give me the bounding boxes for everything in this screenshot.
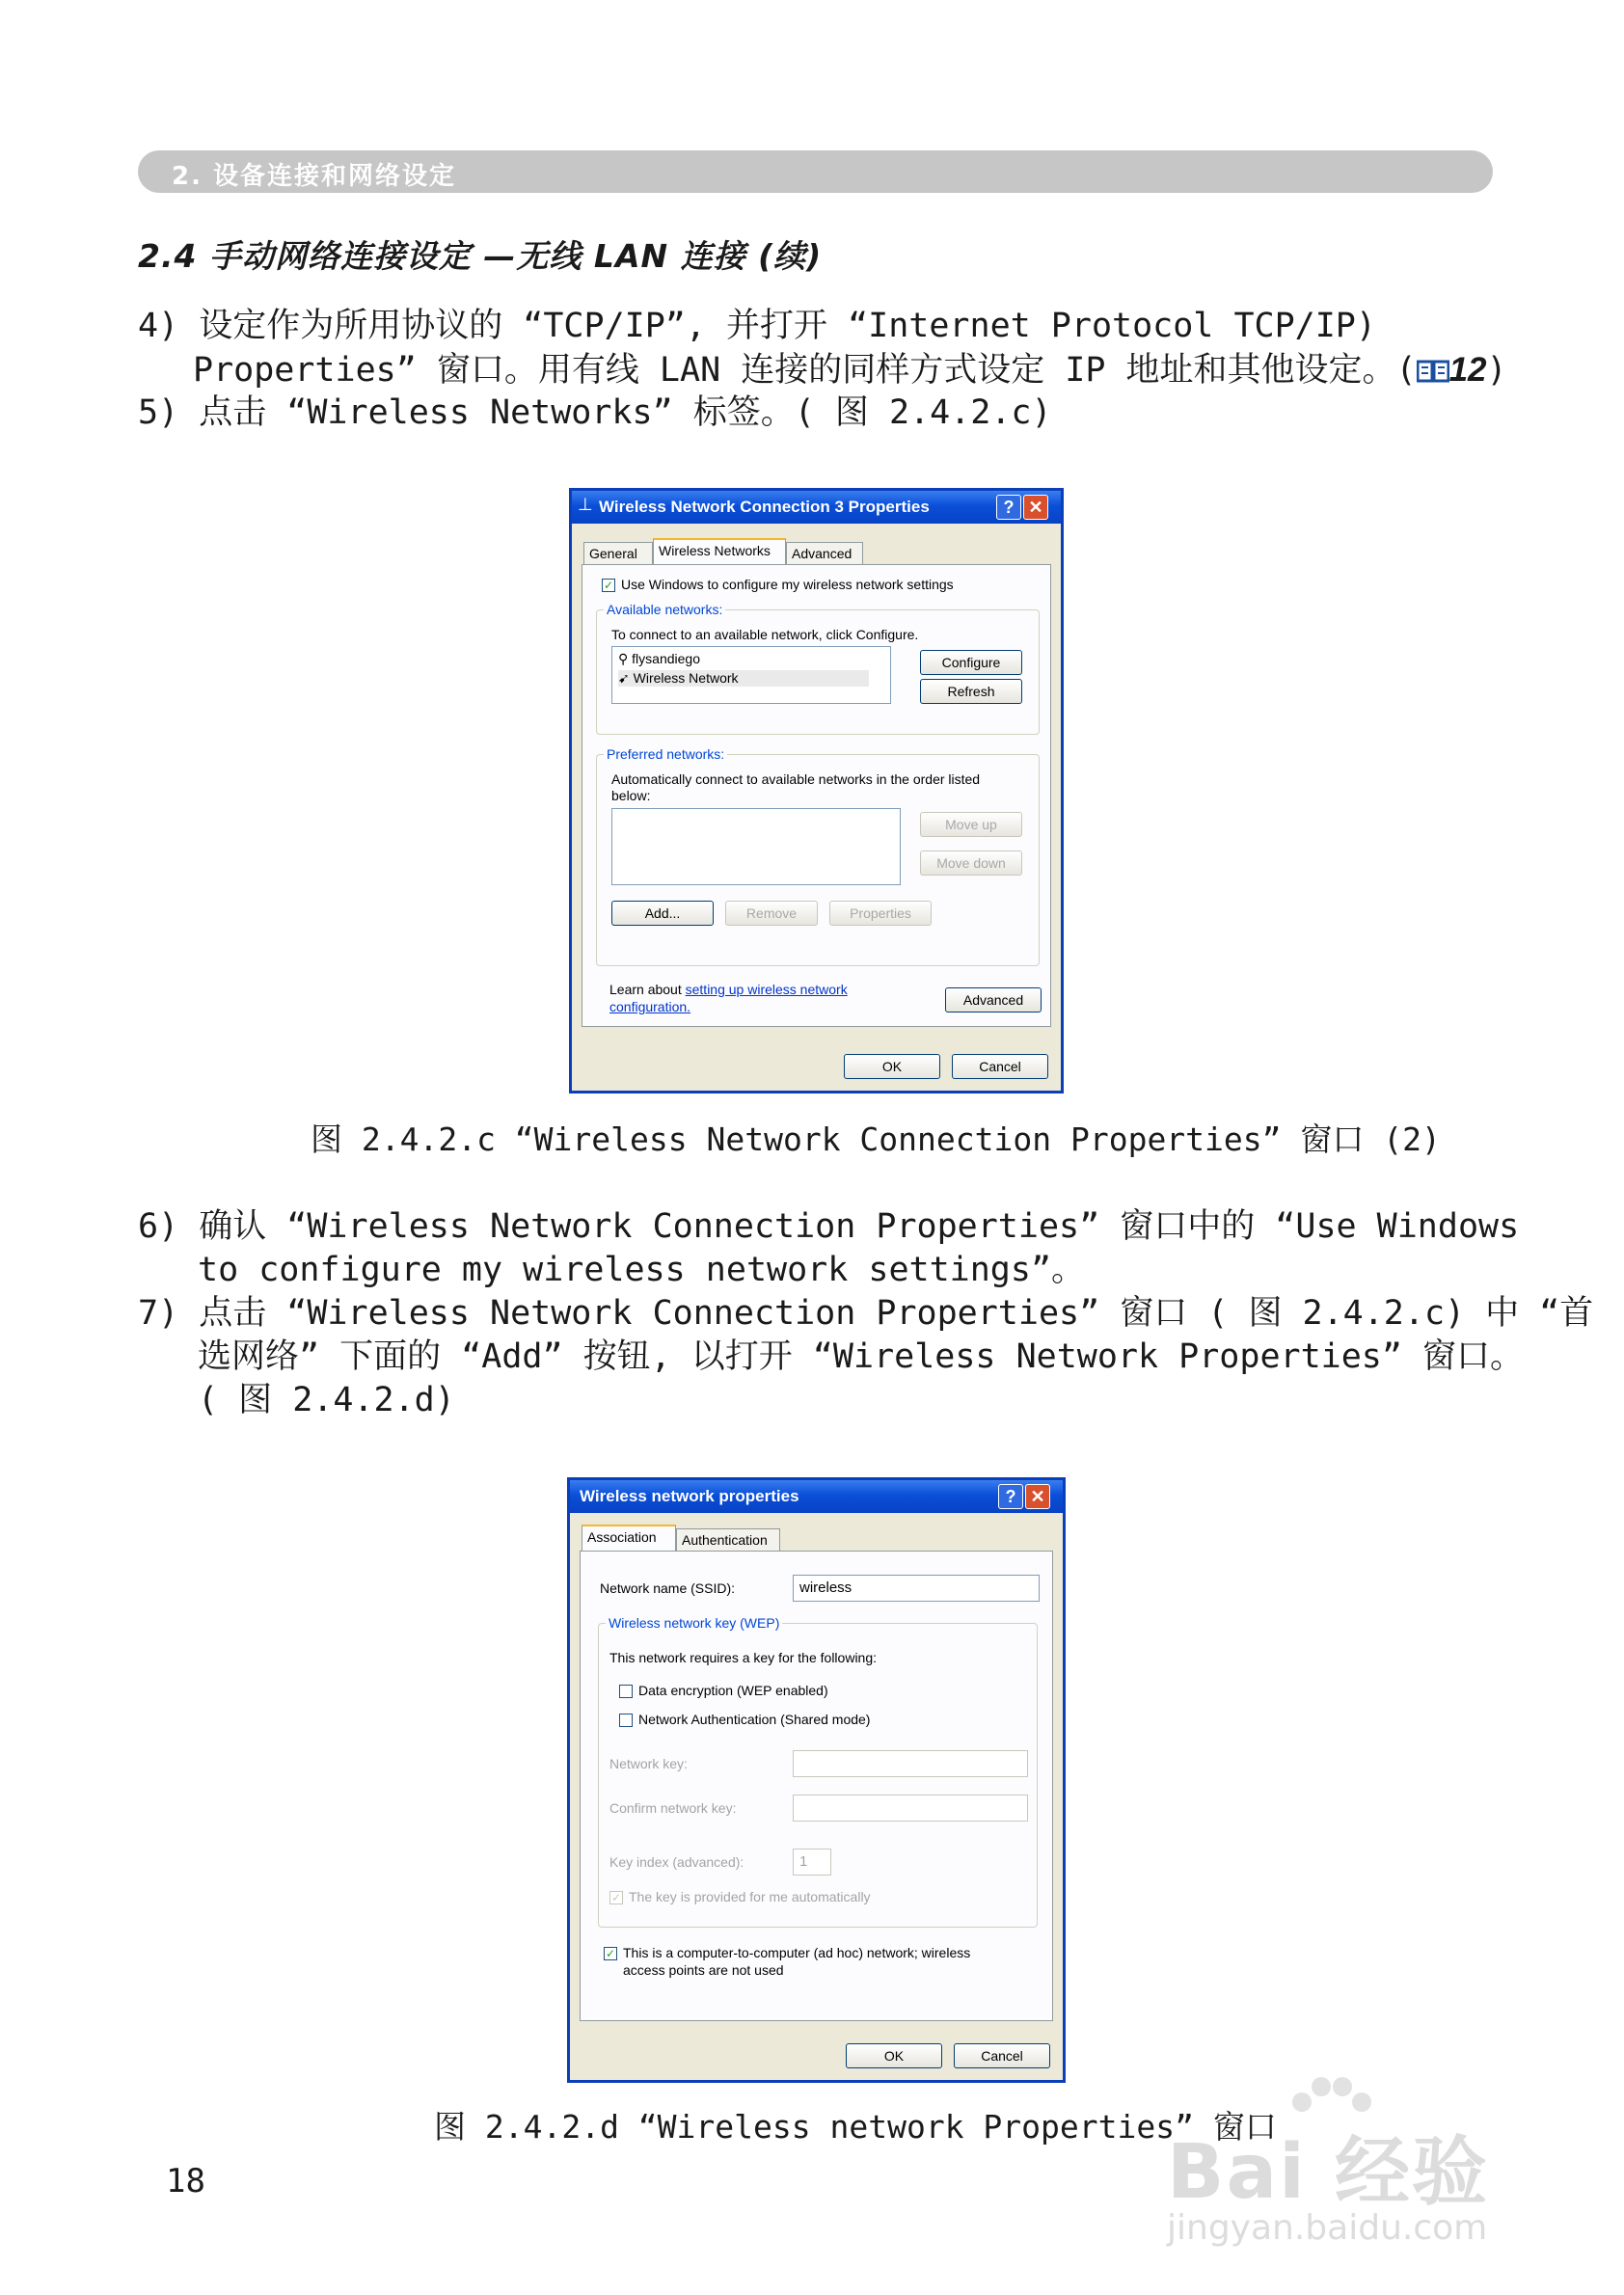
move-down-button[interactable]: Move down bbox=[920, 850, 1022, 876]
ssid-input[interactable]: wireless bbox=[793, 1575, 1040, 1602]
list-item[interactable]: ➹ Wireless Network bbox=[618, 670, 869, 687]
figure-c-caption: 图 2.4.2.c “Wireless Network Connection Properties” 窗口 (2) bbox=[311, 1120, 1441, 1158]
preferred-networks-list[interactable] bbox=[611, 808, 901, 885]
window-title: Wireless Network Connection 3 Properties bbox=[599, 498, 930, 516]
help-button[interactable]: ? bbox=[996, 495, 1021, 520]
wireless-icon: ➹ bbox=[618, 670, 630, 686]
available-networks-label: Available networks: bbox=[604, 602, 725, 617]
remove-button[interactable]: Remove bbox=[725, 901, 818, 926]
step-6-line-2: to configure my wireless network settings”。 bbox=[198, 1251, 1086, 1289]
tab-advanced[interactable]: Advanced bbox=[786, 542, 863, 565]
key-auto-label: The key is provided for me automatically bbox=[629, 1889, 871, 1904]
network-auth-label: Network Authentication (Shared mode) bbox=[638, 1712, 871, 1727]
move-up-button[interactable]: Move up bbox=[920, 812, 1022, 837]
use-windows-label: Use Windows to configure my wireless network settings bbox=[621, 577, 954, 592]
tab-panel bbox=[580, 1551, 1053, 2021]
tab-authentication[interactable]: Authentication bbox=[676, 1528, 780, 1552]
step-4-text: Properties” 窗口。用有线 LAN 连接的同样方式设定 IP 地址和其他设定。( bbox=[193, 351, 1417, 390]
baidu-watermark bbox=[1148, 2073, 1553, 2266]
tab-association[interactable]: Association bbox=[582, 1525, 676, 1552]
properties-button[interactable]: Properties bbox=[829, 901, 932, 926]
preferred-desc-2: below: bbox=[611, 788, 651, 803]
close-button[interactable]: ✕ bbox=[1023, 495, 1048, 520]
list-item[interactable]: ⚲ flysandiego bbox=[618, 651, 700, 666]
key-auto-checkbox[interactable]: ✓ bbox=[610, 1891, 622, 1904]
tab-wireless-networks[interactable]: Wireless Networks bbox=[653, 538, 786, 565]
confirm-key-input[interactable] bbox=[793, 1795, 1028, 1822]
step-4-line-1: 4) 设定作为所用协议的 “TCP/IP”, 并打开 “Internet Protocol TCP/IP) bbox=[138, 307, 1376, 345]
network-auth-checkbox[interactable] bbox=[619, 1714, 633, 1727]
learn-link-2[interactable]: configuration. bbox=[609, 999, 691, 1014]
step-7-line-2: 选网络” 下面的 “Add” 按钮, 以打开 “Wireless Network Properties” 窗口。 bbox=[198, 1337, 1525, 1376]
adhoc-checkbox[interactable]: ✓ bbox=[605, 1947, 616, 1960]
step-4-line-2 bbox=[193, 348, 1507, 392]
learn-link[interactable]: setting up wireless network bbox=[685, 982, 848, 997]
data-encryption-label: Data encryption (WEP enabled) bbox=[638, 1683, 828, 1698]
available-networks-list[interactable] bbox=[611, 646, 891, 704]
confirm-key-label: Confirm network key: bbox=[609, 1800, 737, 1816]
wep-label: Wireless network key (WEP) bbox=[606, 1615, 782, 1631]
step-7-line-1: 7) 点击 “Wireless Network Connection Properties” 窗口 ( 图 2.4.2.c) 中 “首 bbox=[138, 1294, 1594, 1333]
network-key-input[interactable] bbox=[793, 1750, 1028, 1777]
preferred-networks-label: Preferred networks: bbox=[604, 746, 727, 762]
preferred-desc-1: Automatically connect to available networks in the order listed bbox=[611, 771, 981, 787]
wireless-network-properties-window bbox=[567, 1477, 1066, 2083]
section-title: 2.4 手动网络连接设定 —无线 LAN 连接 (续) bbox=[138, 237, 823, 275]
step-5: 5) 点击 “Wireless Networks” 标签。( 图 2.4.2.c) bbox=[138, 393, 1052, 432]
learn-about: Learn about setting up wireless network bbox=[609, 982, 848, 997]
network-icon: ⊥ bbox=[578, 495, 593, 514]
chapter-title: 2. 设备连接和网络设定 bbox=[172, 162, 457, 191]
available-networks-desc: To connect to an available network, click Configure. bbox=[611, 627, 919, 642]
figure-d-caption: 图 2.4.2.d “Wireless network Properties” 窗口 bbox=[434, 2108, 1277, 2146]
tab-general[interactable]: General bbox=[583, 542, 653, 565]
help-button[interactable]: ? bbox=[998, 1484, 1023, 1509]
key-index-label: Key index (advanced): bbox=[609, 1854, 744, 1870]
data-encryption-checkbox[interactable] bbox=[619, 1685, 633, 1698]
title-bar bbox=[570, 1480, 1063, 1513]
book-icon bbox=[1417, 359, 1449, 384]
step-4-close: ) bbox=[1486, 351, 1507, 390]
page-number: 18 bbox=[166, 2162, 205, 2200]
step-7-line-3: ( 图 2.4.2.d) bbox=[198, 1381, 455, 1419]
ok-button[interactable]: OK bbox=[844, 1054, 940, 1079]
title-bar bbox=[572, 491, 1061, 524]
tab-panel bbox=[582, 564, 1051, 1027]
adhoc-label-2: access points are not used bbox=[623, 1962, 784, 1978]
cancel-button[interactable]: Cancel bbox=[954, 2043, 1050, 2068]
ssid-label: Network name (SSID): bbox=[600, 1580, 736, 1596]
page-reference[interactable]: 12 bbox=[1448, 351, 1487, 389]
key-index-spinner[interactable]: 1 bbox=[793, 1849, 831, 1876]
requires-text: This network requires a key for the following: bbox=[609, 1650, 878, 1665]
close-button[interactable]: ✕ bbox=[1025, 1484, 1050, 1509]
refresh-button[interactable]: Refresh bbox=[920, 679, 1022, 704]
watermark-main: Bai 经验 bbox=[1167, 2129, 1489, 2216]
ok-button[interactable]: OK bbox=[846, 2043, 942, 2068]
advanced-button[interactable]: Advanced bbox=[945, 987, 1042, 1012]
add-button[interactable]: Add... bbox=[611, 901, 714, 926]
window-title: Wireless network properties bbox=[580, 1487, 799, 1505]
network-key-label: Network key: bbox=[609, 1756, 688, 1771]
cancel-button[interactable]: Cancel bbox=[952, 1054, 1048, 1079]
step-6-line-1: 6) 确认 “Wireless Network Connection Properties” 窗口中的 “Use Windows bbox=[138, 1207, 1520, 1246]
watermark-url: jingyan.baidu.com bbox=[1167, 2208, 1488, 2248]
wireless-connection-properties-window bbox=[569, 488, 1064, 1094]
use-windows-checkbox[interactable]: ✓ bbox=[603, 579, 614, 592]
configure-button[interactable]: Configure bbox=[920, 650, 1022, 675]
antenna-icon: ⚲ bbox=[618, 651, 629, 666]
adhoc-label-1: This is a computer-to-computer (ad hoc) network; wireless bbox=[623, 1945, 971, 1960]
